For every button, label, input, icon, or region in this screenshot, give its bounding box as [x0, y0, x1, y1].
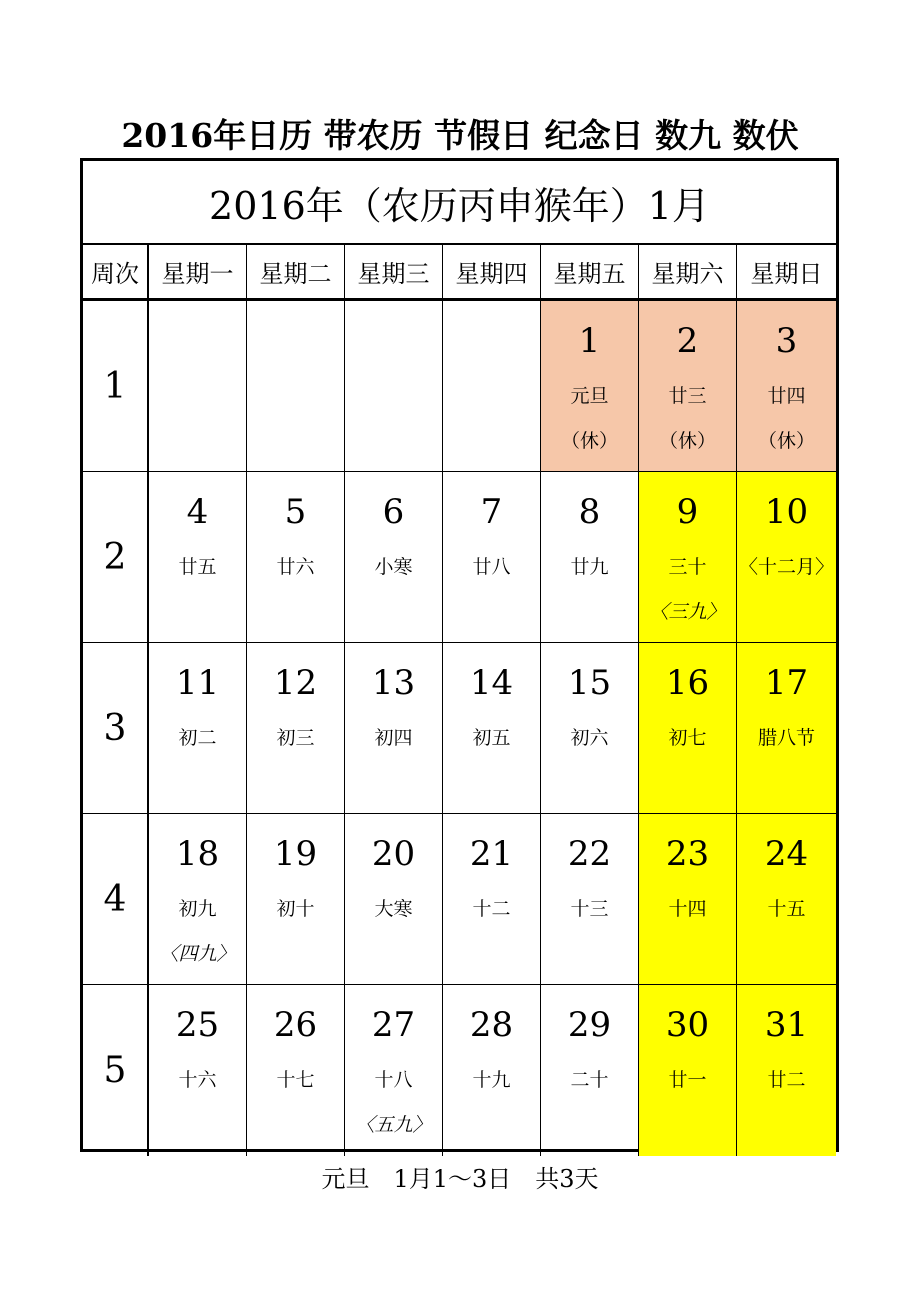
day-cell — [443, 985, 541, 1156]
day-number: 23 — [665, 834, 710, 874]
week-row — [83, 814, 836, 985]
day-number: 25 — [175, 1005, 220, 1045]
lunar-date: 初七 — [668, 727, 707, 749]
header-wednesday: 星期三 — [345, 245, 443, 298]
day-number: 3 — [775, 321, 798, 361]
lunar-date: 〈十二月〉 — [738, 556, 834, 578]
empty-day-cell — [345, 301, 443, 471]
day-cell — [345, 985, 443, 1156]
day-cell — [247, 643, 345, 813]
day-cell — [737, 985, 836, 1156]
day-number: 27 — [371, 1005, 416, 1045]
day-cell — [737, 301, 836, 471]
lunar-date: 廿五 — [178, 556, 217, 578]
header-sunday: 星期日 — [750, 260, 823, 288]
day-number: 15 — [567, 663, 612, 703]
lunar-date: 元旦 — [570, 385, 609, 407]
lunar-date: 廿四 — [767, 385, 806, 407]
lunar-date: 廿六 — [276, 556, 315, 578]
header-saturday: 星期六 — [639, 245, 737, 298]
lunar-date: 廿一 — [668, 1069, 707, 1091]
lunar-date: 初四 — [374, 727, 413, 749]
lunar-date: 初九 — [178, 898, 217, 920]
lunar-date: 二十 — [570, 1069, 609, 1091]
day-cell — [737, 814, 836, 984]
day-cell — [149, 814, 247, 984]
calendar-table — [80, 158, 839, 1152]
empty-day-cell — [247, 301, 345, 471]
header-week-number: 周次 — [83, 245, 149, 298]
day-number: 12 — [273, 663, 318, 703]
day-number: 1 — [578, 321, 601, 361]
day-number: 11 — [175, 663, 220, 703]
day-number: 5 — [284, 492, 307, 532]
day-cell — [737, 472, 836, 642]
week-number: 4 — [83, 814, 149, 984]
day-number: 13 — [371, 663, 416, 703]
day-number: 14 — [469, 663, 514, 703]
lunar-date: 十六 — [178, 1069, 217, 1091]
header-friday: 星期五 — [541, 245, 639, 298]
day-number: 2 — [676, 321, 699, 361]
day-note: （休） — [658, 430, 716, 452]
day-cell — [541, 814, 639, 984]
lunar-date: 廿八 — [472, 556, 511, 578]
day-cell — [443, 643, 541, 813]
day-cell — [247, 472, 345, 642]
week-number: 5 — [83, 985, 149, 1156]
lunar-date: 小寒 — [374, 556, 413, 578]
lunar-date: 十七 — [276, 1069, 315, 1091]
lunar-date: 十二 — [472, 898, 511, 920]
week-row — [83, 472, 836, 643]
day-cell — [737, 643, 836, 813]
day-cell — [541, 985, 639, 1156]
lunar-date: 初十 — [276, 898, 315, 920]
week-row — [83, 643, 836, 814]
lunar-date: 三十 — [668, 556, 707, 578]
lunar-date: 廿三 — [668, 385, 707, 407]
day-note: 〈五九〉 — [355, 1114, 432, 1136]
holiday-footer-note: 元旦 1月1～3日 共3天 — [321, 1165, 599, 1193]
day-number: 28 — [469, 1005, 514, 1045]
lunar-date: 初六 — [570, 727, 609, 749]
header-monday: 星期一 — [149, 245, 247, 298]
week-number: 3 — [83, 643, 149, 813]
day-cell — [639, 643, 737, 813]
day-cell — [639, 472, 737, 642]
day-note: （休） — [757, 430, 815, 452]
day-number: 10 — [764, 492, 809, 532]
day-note: （休） — [560, 430, 618, 452]
day-cell — [541, 472, 639, 642]
week-number: 1 — [83, 301, 149, 471]
day-cell — [149, 985, 247, 1156]
lunar-date: 廿九 — [570, 556, 609, 578]
day-cell — [541, 301, 639, 471]
day-number: 19 — [273, 834, 318, 874]
weekday-header-row — [83, 245, 836, 301]
day-number: 20 — [371, 834, 416, 874]
day-cell — [149, 643, 247, 813]
day-cell — [247, 814, 345, 984]
lunar-date: 十四 — [668, 898, 707, 920]
lunar-date: 十九 — [472, 1069, 511, 1091]
header-tuesday: 星期二 — [247, 245, 345, 298]
lunar-date: 十八 — [374, 1069, 413, 1091]
day-cell — [149, 472, 247, 642]
day-number: 22 — [567, 834, 612, 874]
week-number: 2 — [83, 472, 149, 642]
lunar-date: 初三 — [276, 727, 315, 749]
lunar-date: 十三 — [570, 898, 609, 920]
day-number: 9 — [676, 492, 699, 532]
lunar-date: 十五 — [767, 898, 806, 920]
day-number: 30 — [665, 1005, 710, 1045]
day-cell — [345, 472, 443, 642]
lunar-date: 廿二 — [767, 1069, 806, 1091]
lunar-date: 腊八节 — [757, 727, 815, 749]
empty-day-cell — [443, 301, 541, 471]
day-cell — [443, 814, 541, 984]
day-cell — [541, 643, 639, 813]
day-cell — [345, 643, 443, 813]
day-cell — [639, 985, 737, 1156]
day-note: 〈四九〉 — [159, 943, 236, 965]
week-row — [83, 985, 836, 1156]
day-number: 31 — [764, 1005, 809, 1045]
week-row — [83, 301, 836, 472]
day-cell — [443, 472, 541, 642]
day-cell — [639, 301, 737, 471]
day-number: 29 — [567, 1005, 612, 1045]
day-number: 6 — [382, 492, 405, 532]
day-number: 26 — [273, 1005, 318, 1045]
day-note: 〈三九〉 — [649, 601, 726, 623]
day-number: 16 — [665, 663, 710, 703]
empty-day-cell — [149, 301, 247, 471]
day-number: 18 — [175, 834, 220, 874]
lunar-date: 初五 — [472, 727, 511, 749]
day-number: 4 — [186, 492, 209, 532]
lunar-date: 初二 — [178, 727, 217, 749]
header-thursday: 星期四 — [443, 245, 541, 298]
document-title: 2016年日历 带农历 节假日 纪念日 数九 数伏 — [121, 116, 799, 155]
day-number: 24 — [764, 834, 809, 874]
day-number: 21 — [469, 834, 514, 874]
day-cell — [639, 814, 737, 984]
day-cell — [247, 985, 345, 1156]
day-cell — [345, 814, 443, 984]
day-number: 7 — [480, 492, 503, 532]
calendar-month-title: 2016年（农历丙申猴年）1月 — [83, 161, 836, 245]
day-number: 8 — [578, 492, 601, 532]
day-number: 17 — [764, 663, 809, 703]
lunar-date: 大寒 — [374, 898, 413, 920]
